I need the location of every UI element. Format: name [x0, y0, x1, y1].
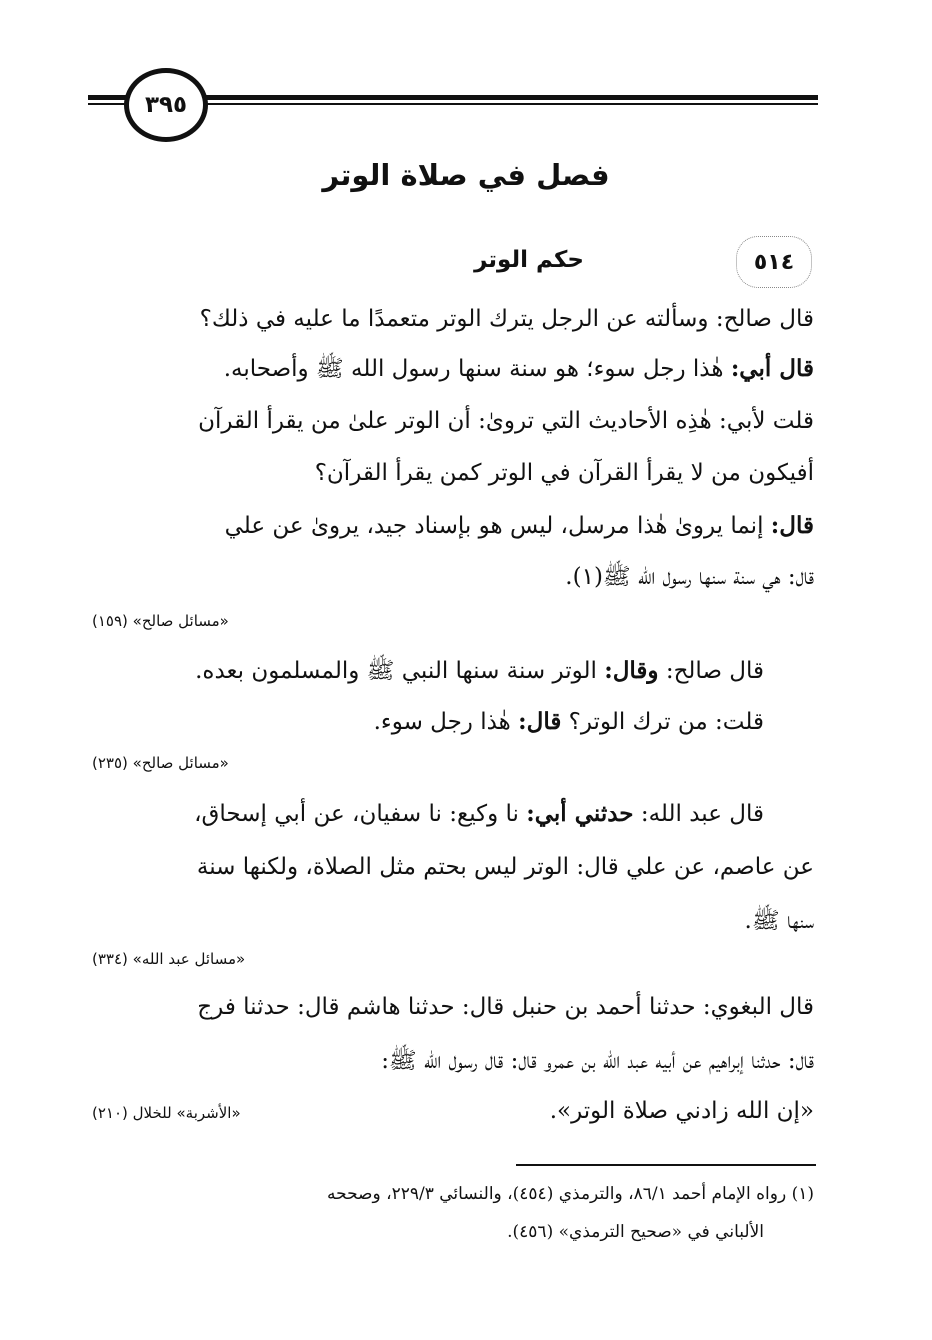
chapter-title: فصل في صلاة الوتر [322, 158, 610, 192]
source-citation: «مسائل صالح» (١٥٩) [92, 612, 229, 630]
text-line: عن عاصم، عن علي قال: الوتر ليس بحتم مثل الصلاة، ولكنها سنة [196, 854, 814, 880]
speaker-label: وقال: [604, 657, 659, 684]
section-number-badge: ٥١٤ [736, 236, 812, 288]
text-span: نا وكيع: نا سفيان، عن أبي إسحاق، [194, 801, 527, 827]
text-span: هٰذا رجل سوء. [373, 709, 519, 735]
speaker-label: حدثني أبي: [526, 800, 634, 827]
text-line: قال البغوي: حدثنا أحمد بن حنبل قال: حدثنا هاشم قال: حدثنا فرج [197, 994, 814, 1020]
text-line: سنها ﷺ. [744, 908, 814, 934]
text-span: قال عبد الله: [633, 801, 764, 827]
footnote-line: (١) رواه الإمام أحمد ٨٦/١، والترمذي (٤٥٤)، والنسائي ٢٢٩/٣، وصححه [326, 1184, 814, 1204]
source-citation: «مسائل صالح» (٢٣٥) [92, 754, 229, 772]
source-citation: «الأشربة» للخلال (٢١٠) [92, 1104, 241, 1122]
text-line [194, 800, 764, 827]
speaker-label: قال: [770, 512, 814, 539]
footnote-rule [516, 1164, 816, 1166]
text-line [195, 656, 764, 690]
text-line [225, 512, 814, 539]
text-line: قال: هي سنة سنها رسول الله ﷺ(١). [565, 564, 814, 590]
text-line: قلت لأبي: هٰذِه الأحاديث التي تروىٰ: أن الوتر علىٰ من يقرأ القرآن [198, 408, 814, 434]
text-span: هٰذا رجل سوء؛ هو سنة سنها رسول الله ﷺ وأصحابه. [223, 356, 731, 382]
page-number: ٣٩٥ [124, 68, 208, 142]
text-line: أفيكون من لا يقرأ القرآن في الوتر كمن يقرأ القرآن؟ [314, 460, 814, 486]
text-line [374, 708, 764, 735]
text-line: قال: حدثنا إبراهيم عن أبيه عبد الله بن عمرو قال: قال رسول الله ﷺ: [381, 1048, 814, 1074]
source-citation: «مسائل عبد الله» (٣٣٤) [92, 950, 246, 968]
text-span: قال صالح: [658, 658, 764, 684]
speaker-label: قال: [518, 708, 562, 735]
text-span: إنما يروىٰ هٰذا مرسل، ليس هو بإسناد جيد، يروىٰ عن علي [224, 513, 771, 539]
text-line: قال صالح: وسألته عن الرجل يترك الوتر متعمدًا ما عليه في ذلك؟ [199, 306, 814, 332]
text-line [224, 354, 814, 388]
section-title: حكم الوتر [474, 247, 584, 273]
text-span: قلت: من ترك الوتر؟ [561, 709, 764, 735]
text-span: الوتر سنة سنها النبي ﷺ والمسلمون بعده. [195, 658, 605, 684]
footnote-line: الألباني في «صحيح الترمذي» (٤٥٦). [507, 1222, 764, 1242]
text-line: «إن الله زادني صلاة الوتر». [549, 1098, 814, 1124]
speaker-label: قال أبي: [730, 355, 814, 382]
